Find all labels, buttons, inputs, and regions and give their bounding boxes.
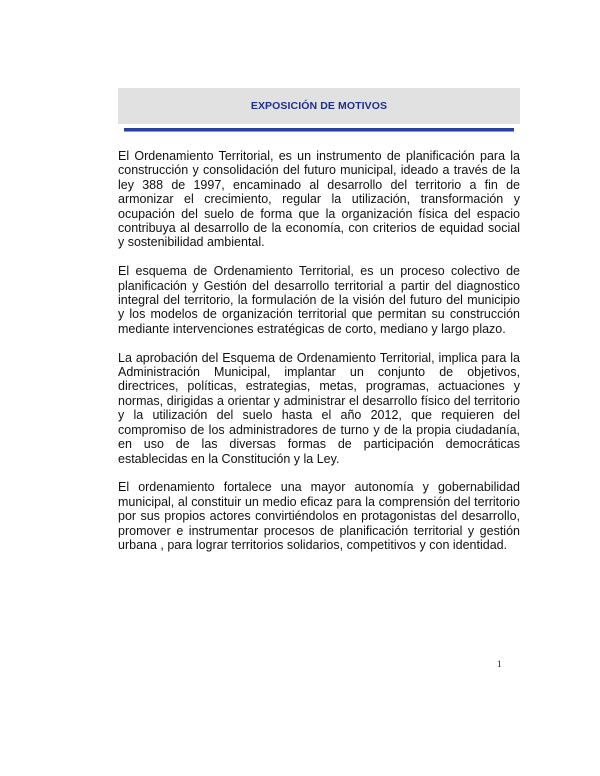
paragraph-1: El Ordenamiento Territorial, es un instrumento de planificación para la construcción y consolidación del futuro municipal, ideado a través de la ley 388 de 1997, encaminado al desarrollo del territorio a fin de armonizar el crecimiento, regular la utilización, transformación y ocupación del suelo de forma que la organización física del espacio contribuya al desarrollo de la economía, con criterios de equidad social y sostenibilidad ambiental. — [118, 149, 520, 250]
title-underline-shadow — [124, 131, 514, 132]
document-body — [118, 149, 520, 567]
paragraph-2: El esquema de Ordenamiento Territorial, es un proceso colectivo de planificación y Gestión del desarrollo territorial a partir del diagnostico integral del territorio, la formulación de la visión del futuro del municipio y los modelos de organización territorial que permitan su construcción mediante intervenciones estratégicas de corto, mediano y largo plazo. — [118, 264, 520, 336]
paragraph-4: El ordenamiento fortalece una mayor autonomía y gobernabilidad municipal, al constituir un medio eficaz para la comprensión del territorio por sus propios actores convirtiéndolos en protagonistas del desarrollo, promover e instrumentar procesos de planificación territorial y gestión urbana , para lograr territorios solidarios, competitivos y con identidad. — [118, 480, 520, 552]
page-number: 1 — [497, 659, 502, 669]
title-banner — [118, 88, 520, 124]
paragraph-3: La aprobación del Esquema de Ordenamiento Territorial, implica para la Administración Municipal, implantar un conjunto de objetivos, directrices, políticas, estrategias, metas, programas, actuaciones y normas, dirigidas a orientar y administrar el desarrollo físico del territorio y la utilización del suelo hasta el año 2012, que requieren del compromiso de los administradores de turno y de la propia ciudadanía, en uso de las diversas formas de participación democráticas establecidas en la Constitución y la Ley. — [118, 350, 520, 466]
page-title: EXPOSICIÓN DE MOTIVOS — [250, 100, 388, 112]
